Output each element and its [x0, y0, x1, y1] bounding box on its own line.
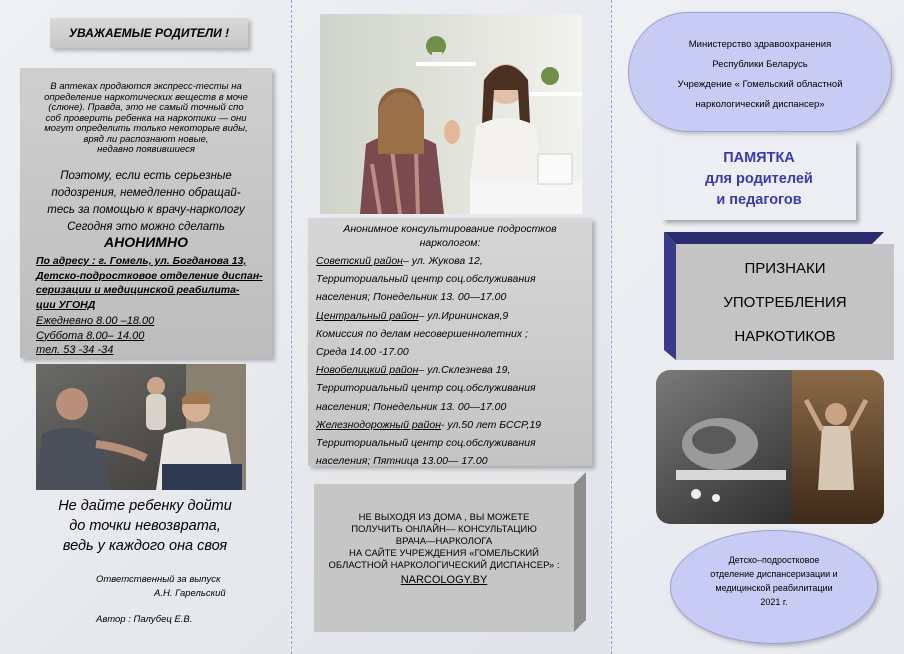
- dept-ellipse: [670, 530, 878, 644]
- left-panel: [0, 0, 290, 654]
- ministry-oval: [628, 12, 892, 132]
- district-line: Территориальный центр соц.обслуживания: [316, 437, 536, 450]
- responsible-label: Ответственный за выпуск: [96, 574, 221, 585]
- district-line: населения; Понедельник 13. 00—17.00: [316, 291, 507, 304]
- memo-box: [662, 140, 856, 220]
- responsible-name: А.Н. Гарельский: [154, 588, 226, 599]
- ministry-text: Министерство здравоохранения Республики Беларусь Учреждение « Гомельский областной наркологический диспансер»: [677, 39, 843, 110]
- schedule-block: Ежедневно 8.00 –18.00 Суббота 8.00– 14.00 тел. 53 -34 -34: [36, 315, 155, 356]
- district-line: Среда 14.00 -17.00: [316, 346, 409, 359]
- suspicion-paragraph: Поэтому, если есть серьезные подозрения, немедленно обращай- тесь за помощью к врачу-наркологу Сегодня это можно сделать: [47, 170, 245, 233]
- district-line: Новобелицкий район– ул.Склезнева 19,: [316, 364, 511, 377]
- author: Автор : Палубец Е.В.: [96, 614, 193, 625]
- districts-box: [308, 218, 592, 466]
- district-line: Комиссия по делам несовершеннолетних ;: [316, 327, 528, 340]
- slogan: Не дайте ребенку дойти до точки невозврата, ведь у каждого она своя: [58, 498, 232, 554]
- site-link[interactable]: NARCOLOGY.BY: [400, 574, 488, 586]
- right-panel: [612, 0, 904, 654]
- parents-header: УВАЖАЕМЫЕ РОДИТЕЛИ !: [68, 26, 230, 40]
- district-line: Территориальный центр соц.обслуживания: [316, 382, 536, 395]
- consult-title: Анонимное консультирование подростков наркологом:: [343, 223, 557, 249]
- consultation-photo: [320, 14, 582, 214]
- middle-panel: [292, 0, 610, 654]
- drugs-photo: [656, 370, 884, 524]
- parents-header-box: [50, 18, 248, 48]
- district-line: Железнодорожный район- ул.50 лет БССР,19: [316, 418, 542, 431]
- online-text: НЕ ВЫХОДЯ ИЗ ДОМА , ВЫ МОЖЕТЕ ПОЛУЧИТЬ ОНЛАЙН— КОНСУЛЬТАЦИЮ ВРАЧА—НАРКОЛОГА НА САЙТЕ УЧРЕЖДЕНИЯ «ГОМЕЛЬСКИЙ ОБЛАСТНОЙ НАРКОЛОГИЧЕСКИЙ ДИСПАНСЕР» : NARCOLOGY.BY: [314, 512, 574, 586]
- districts-list: [316, 252, 592, 470]
- district-line: населения; Понедельник 13. 00—17.00: [316, 400, 507, 413]
- family-photo: [36, 364, 246, 490]
- address-block: По адресу : г. Гомель, ул. Богданова 13, Детско-подростковое отделение диспан- серизации и медицинской реабилита- ции УГОНД: [36, 255, 263, 311]
- district-line: Территориальный центр соц.обслуживания: [316, 273, 536, 286]
- district-line: населения; Пятница 13.00— 17.00: [316, 455, 488, 468]
- memo-title: ПАМЯТКА для родителей и педагогов: [705, 150, 813, 208]
- test-paragraph: В аптеках продаются экспресс-тесты на определение наркотических веществ в моче (слюне). Правда, это не самый точный спо соб проверить ребенка на наркотики — они могут определить только некоторые виды, вряд ли распознают новые, недавно появившиеся: [44, 81, 248, 155]
- dept-text: Детско–подростковое отделение диспансеризации и медицинской реабилитации 2021 г.: [710, 555, 838, 607]
- info-box: [20, 68, 272, 358]
- district-line: Центральный район– ул.Ирининская,9: [316, 309, 509, 322]
- consultation-illustration: [320, 14, 582, 214]
- district-line: Советский район– ул. Жукова 12,: [316, 255, 483, 267]
- family-illustration: [36, 364, 246, 490]
- anonymous-word: АНОНИМНО: [104, 234, 188, 250]
- signs-title: ПРИЗНАКИ УПОТРЕБЛЕНИЯ НАРКОТИКОВ: [723, 260, 847, 345]
- drugs-illustration: [656, 370, 884, 524]
